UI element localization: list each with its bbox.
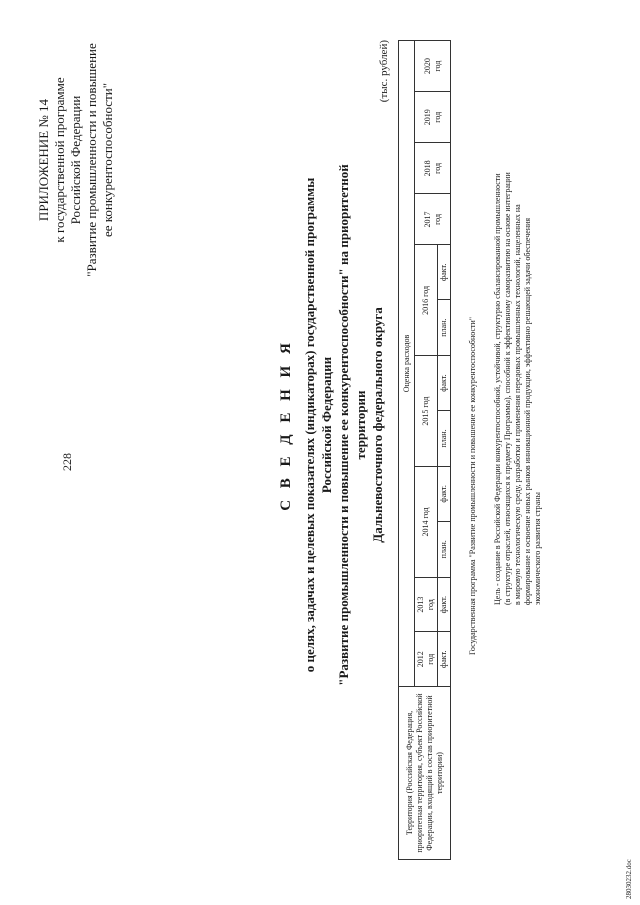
appendix-line: к государственной программе bbox=[52, 77, 67, 243]
title-subtitle-line: "Развитие промышленности и повышение ее конкурентоспособности" на приоритетной территории bbox=[336, 164, 368, 686]
year-2014-header: 2014 год bbox=[415, 467, 438, 578]
appendix-line: ее конкурентоспособности" bbox=[100, 82, 115, 238]
table-header-row bbox=[399, 41, 415, 860]
year-2017-header: 2017 год bbox=[415, 194, 451, 245]
title-heading: С В Е Д Е Н И Я bbox=[278, 339, 294, 511]
appendix-line: ПРИЛОЖЕНИЕ № 14 bbox=[36, 98, 51, 222]
plan-label: план. bbox=[438, 410, 451, 466]
plan-label: план. bbox=[438, 300, 451, 356]
title-subtitle-line: о целях, задачах и целевых показателях (индикаторах) государственной программы Российской Федерации bbox=[302, 177, 334, 673]
year-2020-header: 2020 год bbox=[415, 41, 451, 92]
fact-label: факт. bbox=[438, 467, 451, 522]
document-title bbox=[278, 145, 386, 705]
goal-line: экономического развития страны bbox=[533, 492, 542, 605]
year-2016-header: 2016 год bbox=[415, 245, 438, 356]
goal-text bbox=[493, 65, 543, 605]
goal-line: (в структуре отраслей, относящихся к предмету Программы), способной к эффективному саморазвитию на основе интеграции bbox=[503, 172, 512, 605]
fact-label: факт. bbox=[438, 632, 451, 687]
plan-label: план. bbox=[438, 521, 451, 577]
year-2019-header: 2019 год bbox=[415, 92, 451, 143]
fact-label: факт. bbox=[438, 577, 451, 632]
goal-line: Цель - создание в Российской Федерации конкурентоспособной, устойчивой, структурно сбалансированной промышленности bbox=[493, 173, 502, 605]
year-2013-header: 2013 год bbox=[415, 577, 438, 632]
expense-estimate-header: Оценка расходов bbox=[399, 41, 415, 687]
goal-line: формирование и освоение новых рынков инновационной продукции, эффективно решающей задачи обеспечения bbox=[523, 217, 532, 605]
unit-label: (тыс. рублей) bbox=[378, 40, 390, 103]
fact-label: факт. bbox=[438, 356, 451, 411]
appendix-block bbox=[36, 10, 116, 310]
territory-header: Территория (Российская Федерация, приоритетная территория, субъект Российской Федерации, входящий в состав приоритетной территории) bbox=[399, 687, 451, 860]
title-subtitle-line: Дальневосточного федерального округа bbox=[370, 307, 385, 543]
program-line: Государственная программа "Развитие промышленности и повышение ее конкурентоспособности" bbox=[468, 316, 477, 655]
year-2012-header: 2012 год bbox=[415, 632, 438, 687]
year-2015-header: 2015 год bbox=[415, 356, 438, 467]
goal-line: в мировую технологическую среду, разработки и применения передовых промышленных технологий, нацеленных на bbox=[513, 204, 522, 605]
page-number: 228 bbox=[60, 453, 74, 471]
file-code: 28030232.doc bbox=[625, 859, 633, 899]
expenditure-table bbox=[398, 40, 451, 860]
appendix-line: Российской Федерации bbox=[68, 95, 83, 225]
fact-label: факт. bbox=[438, 245, 451, 300]
year-2018-header: 2018 год bbox=[415, 143, 451, 194]
appendix-line: "Развитие промышленности и повышение bbox=[84, 43, 99, 277]
